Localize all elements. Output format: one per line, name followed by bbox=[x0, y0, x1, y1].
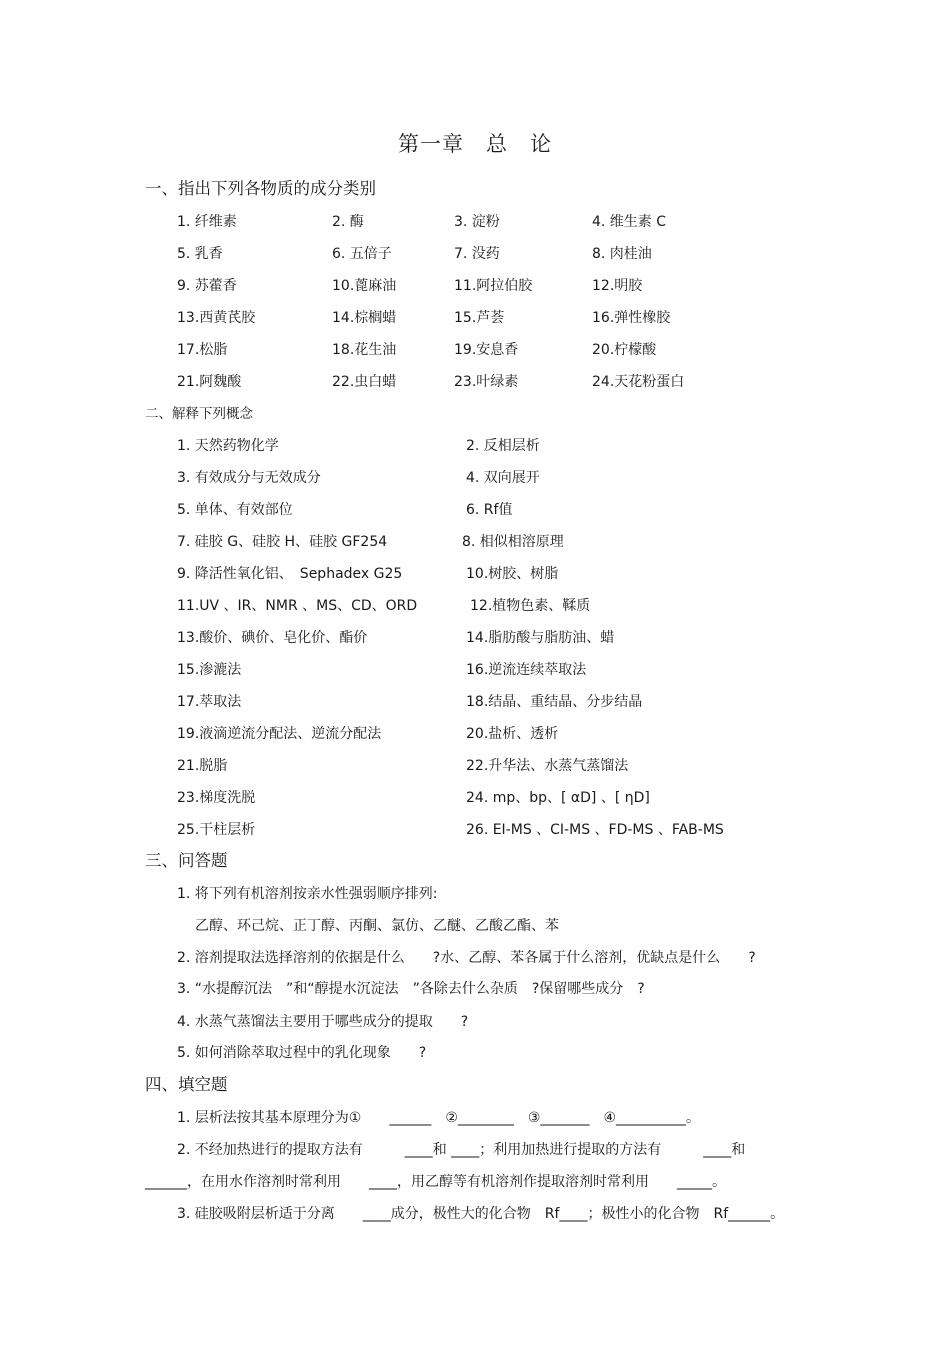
list-item: 17.松脂 bbox=[177, 342, 228, 358]
list-item: 13.西黄芪胶 bbox=[177, 310, 256, 326]
list-item: 25.干柱层析 bbox=[177, 822, 256, 838]
list-item: 9. 降活性氧化铝、 Sephadex G25 bbox=[177, 566, 403, 582]
list-item: 12.明胶 bbox=[592, 278, 643, 294]
list-item: 20.柠檬酸 bbox=[592, 342, 657, 358]
list-item: 5. 单体、有效部位 bbox=[177, 502, 293, 518]
list-item: 24. mp、bp、[ αD] 、[ ηD] bbox=[466, 790, 650, 806]
list-item: 9. 苏藿香 bbox=[177, 278, 237, 294]
list-item: 7. 硅胶 G、硅胶 H、硅胶 GF254 bbox=[177, 534, 388, 550]
list-item: 19.液滴逆流分配法、逆流分配法 bbox=[177, 726, 382, 742]
list-item: 3. 有效成分与无效成分 bbox=[177, 470, 321, 486]
list-item: 14.棕榈蜡 bbox=[332, 310, 397, 326]
list-item: 2. 反相层析 bbox=[466, 438, 540, 454]
list-item: 23.叶绿素 bbox=[454, 374, 519, 390]
list-item: 7. 没药 bbox=[454, 246, 500, 262]
list-item: 5. 乳香 bbox=[177, 246, 223, 262]
list-item: 15.芦荟 bbox=[454, 310, 505, 326]
list-item: 4. 双向展开 bbox=[466, 470, 540, 486]
question-line: 2. 溶剂提取法选择溶剂的依据是什么 ?水、乙醇、苯各属于什么溶剂，优缺点是什么 ? bbox=[177, 950, 756, 966]
list-item: 3. 淀粉 bbox=[454, 214, 500, 230]
list-item: 20.盐析、透析 bbox=[466, 726, 559, 742]
list-item: 16.逆流连续萃取法 bbox=[466, 662, 587, 678]
list-item: 13.酸价、碘价、皂化价、酯价 bbox=[177, 630, 368, 646]
question-line: 乙醇、环己烷、正丁醇、丙酮、氯仿、乙醚、乙酸乙酯、苯 bbox=[195, 918, 559, 934]
list-item: 8. 肉桂油 bbox=[592, 246, 652, 262]
list-item: 8. 相似相溶原理 bbox=[462, 534, 564, 550]
question-line: 5. 如何消除萃取过程中的乳化现象 ? bbox=[177, 1045, 427, 1061]
list-item: 21.阿魏酸 bbox=[177, 374, 242, 390]
list-item: 22.虫白蜡 bbox=[332, 374, 397, 390]
list-item: 6. Rf值 bbox=[466, 502, 513, 518]
list-item: 2. 酶 bbox=[332, 214, 364, 230]
page-title: 第一章 总 论 bbox=[398, 132, 552, 156]
fill-blank-line: 1. 层析法按其基本原理分为① ______ ②________ ③_______ ④__________。 bbox=[177, 1110, 701, 1126]
list-item: 12.植物色素、鞣质 bbox=[470, 598, 591, 614]
list-item: 18.花生油 bbox=[332, 342, 397, 358]
section-3-heading: 三、问答题 bbox=[145, 851, 228, 870]
list-item: 14.脂肪酸与脂肪油、蜡 bbox=[466, 630, 615, 646]
list-item: 18.结晶、重结晶、分步结晶 bbox=[466, 694, 643, 710]
fill-blank-line: ______，在用水作溶剂时常利用 ____，用乙醇等有机溶剂作提取溶剂时常利用 _____。 bbox=[145, 1174, 726, 1190]
list-item: 1. 天然药物化学 bbox=[177, 438, 279, 454]
question-line: 3. “水提醇沉法 ”和“醇提水沉淀法 ”各除去什么杂质 ?保留哪些成分 ? bbox=[177, 981, 645, 997]
list-item: 16.弹性橡胶 bbox=[592, 310, 671, 326]
list-item: 10.蓖麻油 bbox=[332, 278, 397, 294]
question-line: 4. 水蒸气蒸馏法主要用于哪些成分的提取 ? bbox=[177, 1014, 469, 1030]
list-item: 22.升华法、水蒸气蒸馏法 bbox=[466, 758, 629, 774]
list-item: 23.梯度洗脱 bbox=[177, 790, 256, 806]
list-item: 6. 五倍子 bbox=[332, 246, 392, 262]
list-item: 11.UV 、IR、NMR 、MS、CD、ORD bbox=[177, 598, 418, 614]
list-item: 24.天花粉蛋白 bbox=[592, 374, 685, 390]
section-4-heading: 四、填空题 bbox=[145, 1075, 228, 1094]
list-item: 11.阿拉伯胶 bbox=[454, 278, 533, 294]
fill-blank-line: 3. 硅胶吸附层析适于分离 ____成分，极性大的化合物 Rf____；极性小的化合物 Rf______。 bbox=[177, 1206, 785, 1222]
list-item: 15.渗漉法 bbox=[177, 662, 242, 678]
list-item: 17.萃取法 bbox=[177, 694, 242, 710]
section-1-heading: 一、指出下列各物质的成分类别 bbox=[145, 179, 376, 198]
list-item: 26. EI-MS 、CI-MS 、FD-MS 、FAB-MS bbox=[466, 822, 724, 838]
list-item: 4. 维生素 C bbox=[592, 214, 667, 230]
fill-blank-line: 2. 不经加热进行的提取方法有 ____和 ____；利用加热进行提取的方法有 ____和 bbox=[177, 1142, 746, 1158]
question-line: 1. 将下列有机溶剂按亲水性强弱顺序排列: bbox=[177, 886, 438, 902]
list-item: 19.安息香 bbox=[454, 342, 519, 358]
section-2-heading: 二、解释下列概念 bbox=[145, 406, 253, 422]
list-item: 10.树胶、树脂 bbox=[466, 566, 559, 582]
list-item: 1. 纤维素 bbox=[177, 214, 237, 230]
list-item: 21.脱脂 bbox=[177, 758, 228, 774]
